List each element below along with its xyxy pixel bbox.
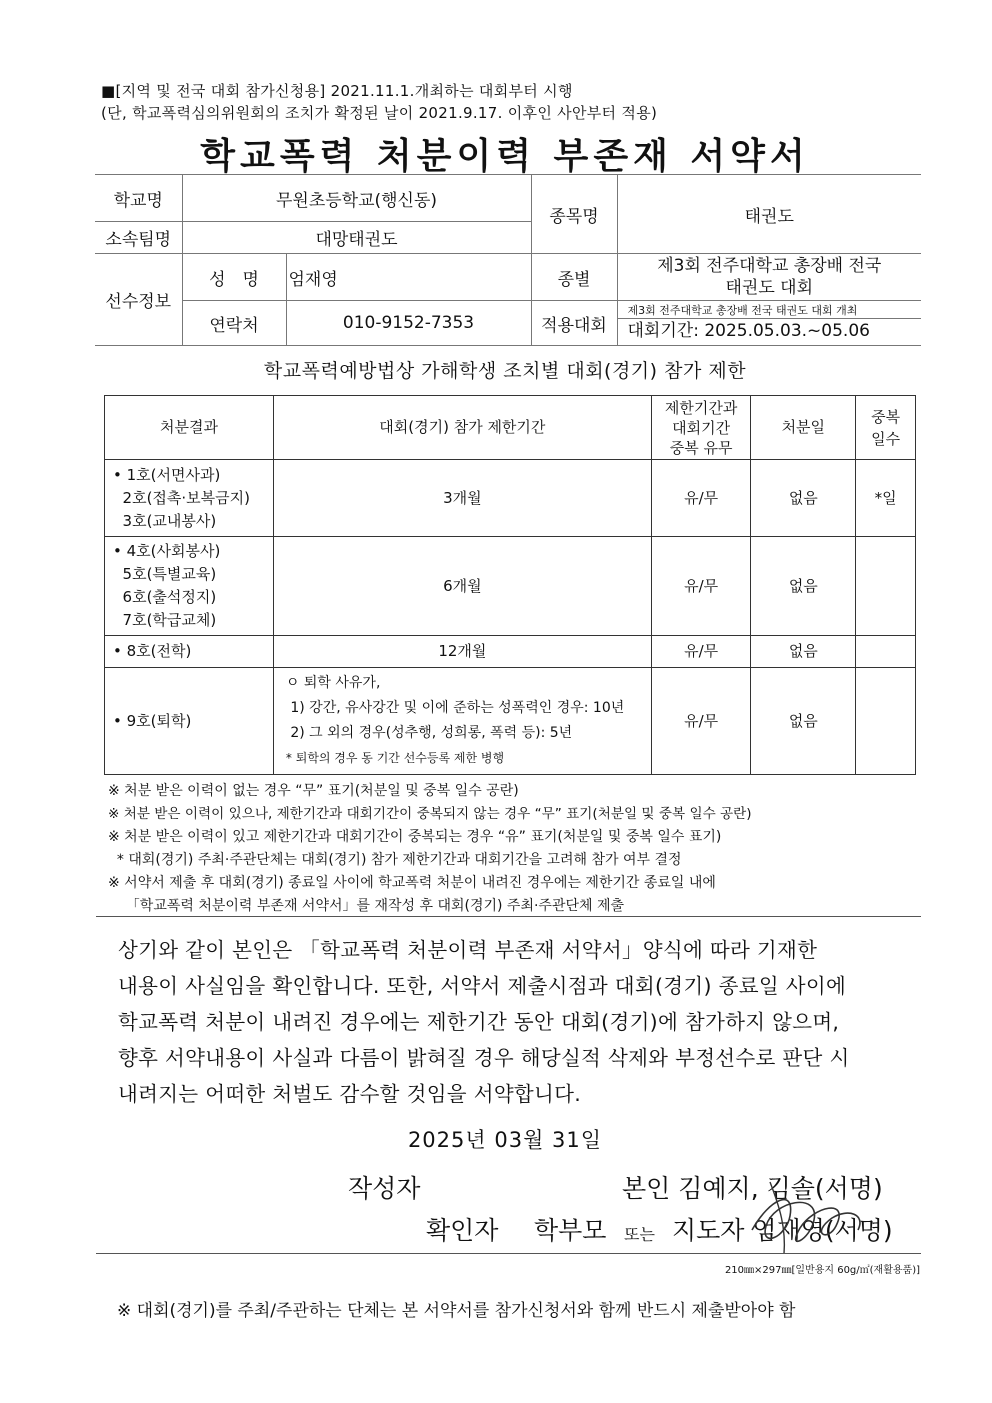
row-result [105,537,274,636]
school-value: 무원초등학교(행신동) [182,175,531,222]
pledge-line: 향후 서약내용이 사실과 다름이 밝혀질 경우 해당실적 삭제와 부정선수로 판단 시 [118,1046,850,1070]
parent-label: 학부모 [534,1216,607,1245]
note-line: 「학교폭력 처분이력 부존재 서약서」를 재작성 후 대회(경기) 주최·주관단체 제출 [108,898,625,914]
row-result-line: 5호(특별교육) [113,565,217,583]
pledge-line: 내용이 사실임을 확인합니다. 또한, 서약서 제출시점과 대회(경기) 종료일 사이에 [118,974,847,998]
divider [96,1253,921,1254]
contact-label: 연락처 [182,301,286,346]
name-value: 엄재영 [286,254,531,301]
row-period-line: 2) 그 외의 경우(성추행, 성희롱, 폭력 등): 5년 [285,725,573,741]
pledge-text [118,932,918,1112]
row-date: 없음 [751,668,856,775]
row-overlap: 유/무 [651,668,751,775]
row-days [856,636,916,668]
restriction-table [104,395,916,775]
row-overlap: 유/무 [651,636,751,668]
table-row [105,636,916,668]
coach-value: 지도자 엄재영(서명) [672,1216,893,1245]
note-line: ※ 처분 받은 이력이 있으나, 제한기간과 대회기간이 중복되지 않는 경우 “무” 표기(처분일 및 중복 일수 공란) [108,806,752,822]
note-line: ※ 서약서 제출 후 대회(경기) 종료일 사이에 학교폭력 처분이 내려진 경우에는 제한기간 종료일 내에 [108,875,716,891]
comp-value-line-1: 제3회 전주대학교 총장배 전국 태권도 대회 개최 [627,303,858,317]
row-overlap: 유/무 [651,537,751,636]
row-period: 3개월 [273,460,651,537]
type-value [617,254,921,301]
note-line: ※ 처분 받은 이력이 없는 경우 “무” 표기(처분일 및 중복 일수 공란) [108,783,519,799]
row-result: • 9호(퇴학) [105,668,274,775]
comp-value-line-2: 대회기간: 2025.05.03.~05.06 [618,318,922,343]
type-label: 종별 [531,254,617,301]
comp-value [617,301,921,346]
header-overlap [651,396,751,460]
team-value: 대망태권도 [182,222,531,254]
row-result-line: • 4호(사회봉사) [113,542,221,560]
pledge-date: 2025년 03월 31일 [407,1128,603,1152]
row-result-line: 3호(교내봉사) [113,511,217,530]
table-row [105,668,916,775]
team-label: 소속팀명 [95,222,182,254]
table-row [105,460,916,537]
writer-label: 작성자 [348,1174,421,1203]
row-period-line: ㅇ 퇴학 사유가, [285,675,381,691]
row-result-line: 2호(접촉·보복금지) [113,488,250,507]
player-label: 선수정보 [95,254,182,346]
event-value: 태권도 [617,175,921,254]
handwritten-signature [740,1168,880,1258]
bottom-note: ※ 대회(경기)를 주최/주관하는 단체는 본 서약서를 참가신청서와 함께 반드시 제출받아야 함 [117,1301,796,1321]
header-overlap-2: 대회기간 [672,418,731,437]
pledge-line: 내려지는 어떠한 처벌도 감수할 것임을 서약합니다. [118,1082,582,1106]
header-days-1: 중복 [871,407,901,426]
writer-value: 본인 김예지, 김솔(서명) [622,1174,883,1203]
header-result: 처분결과 [105,396,274,460]
comp-label: 적용대회 [531,301,617,346]
pledge-line: 학교폭력 처분이 내려진 경우에는 제한기간 동안 대회(경기)에 참가하지 않으며, [118,1010,840,1034]
school-label: 학교명 [95,175,182,222]
info-table [95,174,921,346]
row-result-line: 7호(학급교체) [113,611,217,629]
row-days [856,668,916,775]
header-date: 처분일 [751,396,856,460]
divider [96,916,921,917]
restriction-subtitle: 학교폭력예방법상 가해학생 조치별 대회(경기) 참가 제한 [263,360,747,382]
row-period-line: 1) 강간, 유사강간 및 이에 준하는 성폭력인 경우: 10년 [285,700,625,716]
row-period: 12개월 [273,636,651,668]
header-overlap-3: 중복 유무 [669,438,733,457]
contact-value: 010-9152-7353 [286,301,531,346]
row-date: 없음 [751,537,856,636]
row-result: • 8호(전학) [105,636,274,668]
type-value-line-1: 제3회 전주대학교 총장배 전국 [657,256,882,276]
type-value-line-2: 태권도 대회 [725,278,813,298]
or-label: 또는 [624,1225,655,1244]
name-label: 성 명 [182,254,286,301]
header-days-2: 일수 [871,429,901,448]
paper-spec-footnote: 210㎜×297㎜[일반용지 60g/㎡(재활용품)] [724,1265,920,1276]
notes-block [108,780,752,918]
row-period [273,668,651,775]
row-result-line: • 1호(서면사과) [113,465,221,484]
row-result [105,460,274,537]
note-line: * 대회(경기) 주최·주관단체는 대회(경기) 참가 제한기간과 대회기간을 고려해 참가 여부 결정 [108,852,682,868]
row-overlap: 유/무 [651,460,751,537]
page-title: 학교폭력 처분이력 부존재 서약서 [200,136,810,177]
table-row [105,537,916,636]
row-days [856,537,916,636]
header-overlap-1: 제한기간과 [664,398,738,417]
note-line: ※ 처분 받은 이력이 있고 제한기간과 대회기간이 중복되는 경우 “유” 표기(처분일 및 중복 일수 표기) [108,829,722,845]
pledge-line: 상기와 같이 본인은 「학교폭력 처분이력 부존재 서약서」양식에 따라 기재한 [118,938,818,962]
row-period: 6개월 [273,537,651,636]
header-period: 대회(경기) 참가 제한기간 [273,396,651,460]
row-date: 없음 [751,636,856,668]
row-result-line: 6호(출석정지) [113,588,217,606]
notice-line-1: ■[지역 및 전국 대회 참가신청용] 2021.11.1.개최하는 대회부터 시행 [101,82,573,100]
row-period-line: * 퇴학의 경우 동 기간 선수등록 제한 병행 [285,751,505,765]
notice-line-2: (단, 학교폭력심의위원회의 조치가 확정된 날이 2021.9.17. 이후인 사안부터 적용) [101,104,658,122]
header-days [856,396,916,460]
event-label: 종목명 [531,175,617,254]
confirm-label: 확인자 [426,1216,499,1245]
row-days: *일 [856,460,916,537]
row-date: 없음 [751,460,856,537]
